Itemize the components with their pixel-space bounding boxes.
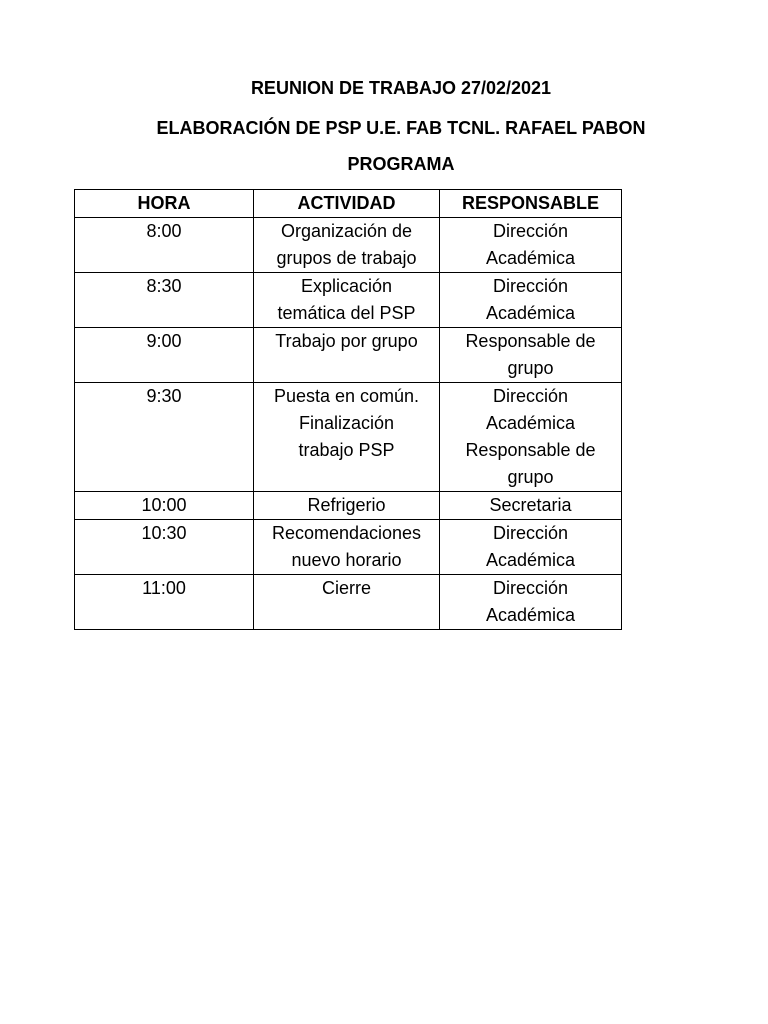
actividad-cell (254, 492, 440, 520)
meeting-title: REUNION DE TRABAJO 27/02/2021 (250, 78, 552, 98)
table-row (75, 328, 622, 383)
table-row (75, 520, 622, 575)
actividad-cell (254, 520, 440, 575)
table-header-row (75, 190, 622, 218)
actividad-line: Explicación (300, 276, 393, 296)
actividad-cell (254, 383, 440, 492)
actividad-line: Organización de (280, 221, 413, 241)
actividad-cell (254, 218, 440, 273)
responsable-line: Académica (485, 605, 576, 625)
actividad-line: Puesta en común. (273, 386, 420, 406)
meeting-subtitle: ELABORACIÓN DE PSP U.E. FAB TCNL. RAFAEL PABON (156, 118, 646, 138)
responsable-line: Dirección (492, 578, 569, 598)
responsable-cell (440, 383, 622, 492)
actividad-line: grupos de trabajo (276, 248, 417, 268)
actividad-line: nuevo horario (291, 550, 402, 570)
actividad-cell (254, 273, 440, 328)
table-row (75, 383, 622, 492)
responsable-line: Dirección (492, 386, 569, 406)
responsable-line: Dirección (492, 221, 569, 241)
actividad-cell (254, 328, 440, 383)
responsable-line: Académica (485, 413, 576, 433)
actividad-line: trabajo PSP (298, 440, 395, 460)
actividad-line: temática del PSP (277, 303, 416, 323)
responsable-cell (440, 218, 622, 273)
responsable-line: Académica (485, 303, 576, 323)
actividad-line: Recomendaciones (271, 523, 422, 543)
hora-cell: 10:00 (75, 492, 254, 520)
hora-cell: 8:30 (75, 273, 254, 328)
hora-cell: 9:00 (75, 328, 254, 383)
table-row (75, 218, 622, 273)
hora-cell: 11:00 (75, 575, 254, 630)
responsable-cell (440, 575, 622, 630)
responsable-line: Dirección (492, 523, 569, 543)
header-responsable: RESPONSABLE (440, 190, 622, 218)
table-row (75, 273, 622, 328)
responsable-line: Dirección (492, 276, 569, 296)
responsable-line: grupo (507, 467, 554, 487)
responsable-cell (440, 328, 622, 383)
hora-cell: 10:30 (75, 520, 254, 575)
actividad-line: Refrigerio (307, 495, 386, 515)
responsable-cell (440, 492, 622, 520)
responsable-cell (440, 520, 622, 575)
actividad-line: Cierre (321, 578, 371, 598)
hora-cell: 8:00 (75, 218, 254, 273)
program-table (74, 189, 622, 630)
actividad-cell (254, 575, 440, 630)
actividad-line: Trabajo por grupo (275, 331, 418, 351)
responsable-line: grupo (507, 358, 554, 378)
responsable-cell (440, 273, 622, 328)
responsable-line: Académica (485, 248, 576, 268)
header-hora: HORA (75, 190, 254, 218)
responsable-line: Responsable de (465, 331, 596, 351)
table-row (75, 492, 622, 520)
responsable-line: Secretaria (489, 495, 572, 515)
actividad-line: Finalización (298, 413, 395, 433)
hora-cell: 9:30 (75, 383, 254, 492)
header-actividad: ACTIVIDAD (254, 190, 440, 218)
responsable-line: Responsable de (465, 440, 596, 460)
responsable-line: Académica (485, 550, 576, 570)
table-row (75, 575, 622, 630)
program-heading: PROGRAMA (347, 154, 455, 174)
